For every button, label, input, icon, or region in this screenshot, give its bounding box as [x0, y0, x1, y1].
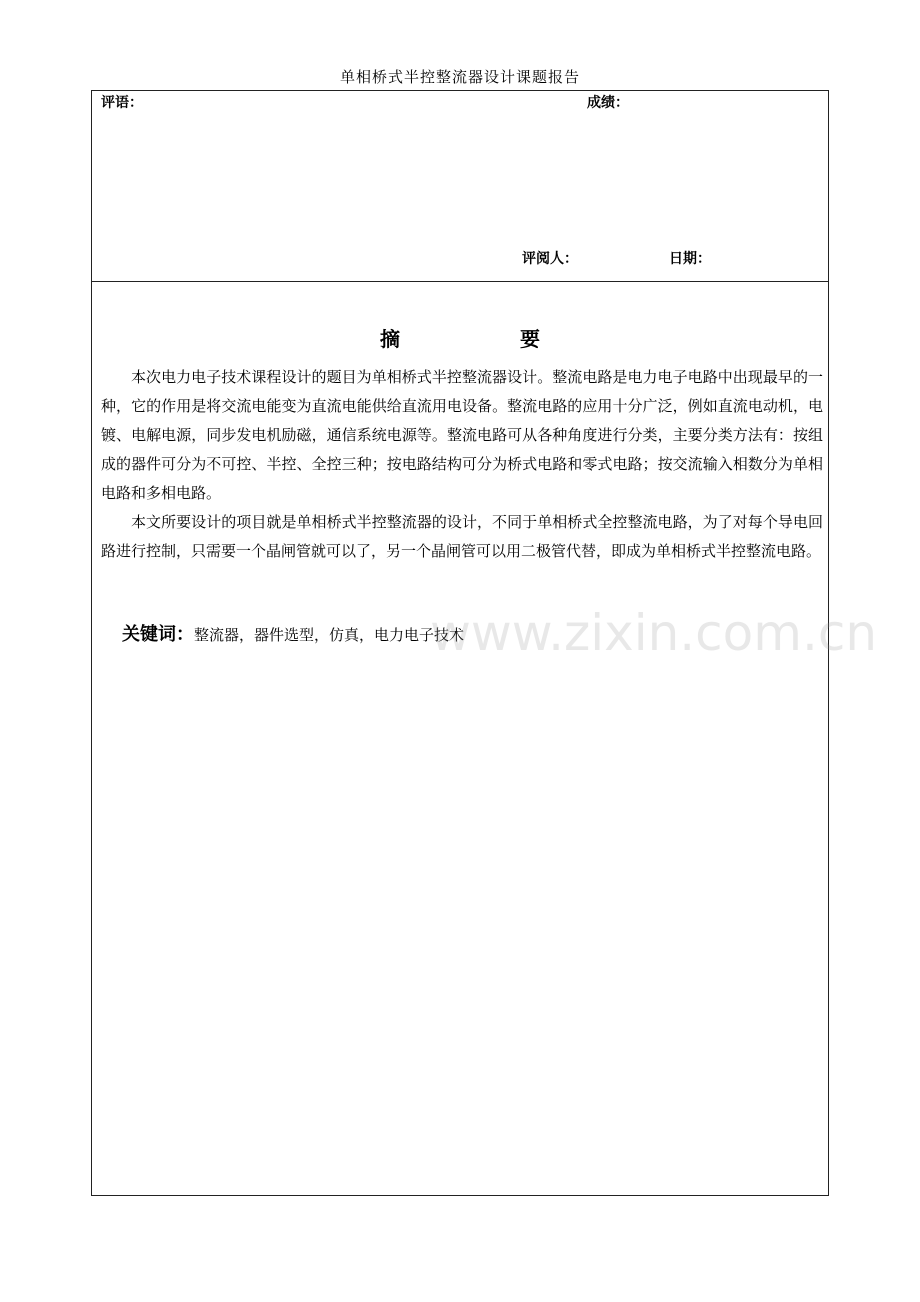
- keywords-value: 整流器，器件选型，仿真，电力电子技术: [194, 626, 465, 644]
- abstract-heading: 摘 要: [380, 327, 540, 351]
- reviewer-label: 评阅人：: [522, 251, 578, 267]
- abstract-paragraph-2: 本文所要设计的项目就是单相桥式半控整流器的设计，不同于单相桥式全控整流电路，为了对每个导电回路进行控制，只需要一个晶闸管就可以了，另一个晶闸管可以用二极管代替，即成为单相桥式半控整流电路。: [101, 513, 823, 560]
- score-label: 成绩：: [587, 95, 629, 111]
- document-title: 单相桥式半控整流器设计课题报告: [339, 68, 580, 86]
- abstract-paragraph-1: 本次电力电子技术课程设计的题目为单相桥式半控整流器设计。整流电路是电力电子电路中出现最早的一种，它的作用是将交流电能变为直流电能供给直流用电设备。整流电路的应用十分广泛，例如直流电动机，电镀、电解电源，同步发电机励磁，通信系统电源等。整流电路可从各种角度进行分类，主要分类方法有：按组成的器件可分为不可控、半控、全控三种；按电路结构可分为桥式电路和零式电路；按交流输入相数分为单相电路和多相电路。: [101, 368, 823, 502]
- comment-label: 评语：: [101, 95, 143, 111]
- section-divider: [92, 281, 828, 282]
- review-form-box: [91, 90, 829, 1196]
- keywords-label: 关键词：: [122, 624, 194, 645]
- keywords-line: [122, 621, 464, 649]
- date-label: 日期：: [669, 251, 711, 267]
- abstract-body: [101, 363, 823, 566]
- watermark: www.zixin.com.cn: [430, 604, 878, 662]
